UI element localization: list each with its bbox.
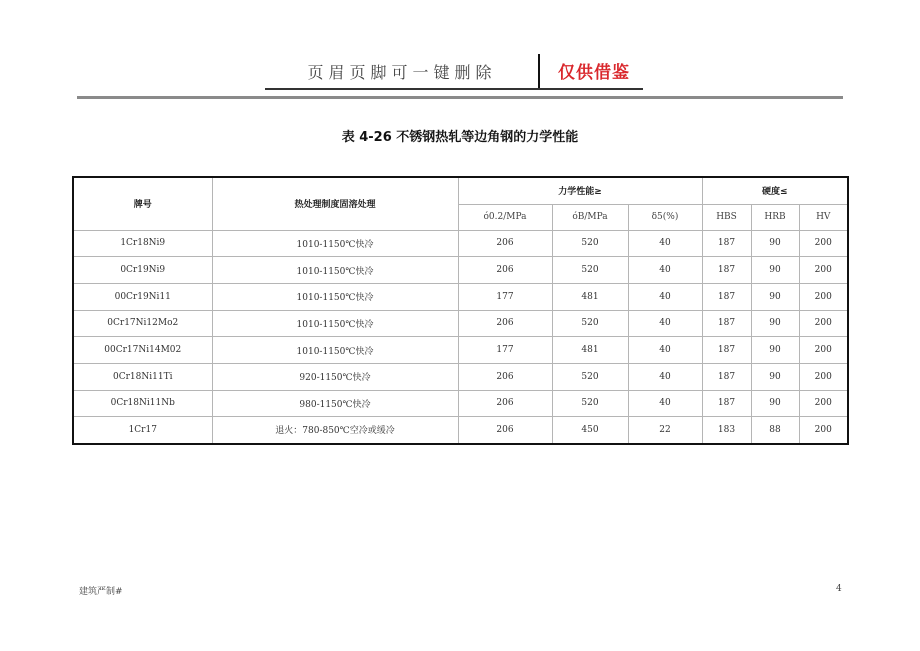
cell-sigmab: 481 (552, 283, 628, 310)
header-underline (265, 88, 643, 90)
cell-hrb: 90 (751, 257, 799, 284)
cell-delta5: 40 (628, 310, 702, 337)
header-hbs: HBS (702, 204, 751, 230)
page-number: 4 (836, 584, 842, 594)
cell-delta5: 40 (628, 363, 702, 390)
cell-grade: 1Cr18Ni9 (73, 230, 212, 257)
cell-sigmab: 520 (552, 390, 628, 417)
table-row (73, 337, 848, 364)
cell-sigmab: 520 (552, 363, 628, 390)
cell-sigma02: 206 (458, 363, 552, 390)
table-row (73, 283, 848, 310)
footer-text: 建筑严制# (79, 587, 123, 597)
cell-hv: 200 (799, 310, 848, 337)
cell-hrb: 90 (751, 337, 799, 364)
cell-hrb: 90 (751, 230, 799, 257)
cell-treatment: 退火：780-850℃空冷或缓冷 (212, 417, 458, 444)
cell-sigma02: 206 (458, 390, 552, 417)
cell-hv: 200 (799, 390, 848, 417)
cell-hbs: 183 (702, 417, 751, 444)
table-row (73, 390, 848, 417)
header-hv: HV (799, 204, 848, 230)
cell-sigma02: 177 (458, 283, 552, 310)
table-title: 表 4-26 不锈钢热轧等边角钢的力学性能 (341, 130, 579, 145)
cell-hrb: 90 (751, 390, 799, 417)
table-row (73, 417, 848, 444)
header-rule (77, 96, 843, 99)
header-hrb: HRB (751, 204, 799, 230)
cell-hv: 200 (799, 257, 848, 284)
cell-grade: 1Cr17 (73, 417, 212, 444)
cell-hbs: 187 (702, 390, 751, 417)
cell-hbs: 187 (702, 283, 751, 310)
cell-sigmab: 481 (552, 337, 628, 364)
cell-delta5: 22 (628, 417, 702, 444)
cell-grade: 0Cr19Ni9 (73, 257, 212, 284)
cell-hv: 200 (799, 283, 848, 310)
cell-hbs: 187 (702, 257, 751, 284)
table-row (73, 230, 848, 257)
header-reference-label: 仅供借鉴 (558, 63, 630, 83)
table-row (73, 363, 848, 390)
cell-sigmab: 520 (552, 230, 628, 257)
header-delta5: δ5(%) (628, 204, 702, 230)
cell-hbs: 187 (702, 310, 751, 337)
cell-sigmab: 450 (552, 417, 628, 444)
header-grade: 牌号 (73, 177, 212, 230)
cell-treatment: 980-1150℃快冷 (212, 390, 458, 417)
cell-hv: 200 (799, 417, 848, 444)
cell-hbs: 187 (702, 337, 751, 364)
header-divider (538, 54, 540, 90)
cell-sigma02: 206 (458, 257, 552, 284)
cell-grade: 00Cr17Ni14M02 (73, 337, 212, 364)
cell-sigmab: 520 (552, 257, 628, 284)
cell-delta5: 40 (628, 390, 702, 417)
header-heat-treatment: 热处理制度固溶处理 (212, 177, 458, 230)
table-header-row (73, 177, 848, 204)
cell-treatment: 1010-1150℃快冷 (212, 310, 458, 337)
cell-treatment: 1010-1150℃快冷 (212, 337, 458, 364)
cell-treatment: 1010-1150℃快冷 (212, 283, 458, 310)
cell-delta5: 40 (628, 283, 702, 310)
cell-grade: 0Cr18Ni11Ti (73, 363, 212, 390)
cell-hv: 200 (799, 230, 848, 257)
cell-grade: 0Cr17Ni12Mo2 (73, 310, 212, 337)
header-hardness: 硬度≤ (702, 177, 848, 204)
cell-delta5: 40 (628, 230, 702, 257)
table-row (73, 257, 848, 284)
cell-hrb: 88 (751, 417, 799, 444)
header-mechanical: 力学性能≥ (458, 177, 702, 204)
cell-sigma02: 206 (458, 417, 552, 444)
cell-hrb: 90 (751, 283, 799, 310)
table-row (73, 310, 848, 337)
cell-treatment: 920-1150℃快冷 (212, 363, 458, 390)
cell-grade: 00Cr19Ni11 (73, 283, 212, 310)
cell-hrb: 90 (751, 310, 799, 337)
cell-hv: 200 (799, 337, 848, 364)
cell-sigma02: 177 (458, 337, 552, 364)
cell-sigma02: 206 (458, 310, 552, 337)
cell-sigmab: 520 (552, 310, 628, 337)
cell-treatment: 1010-1150℃快冷 (212, 230, 458, 257)
mechanical-properties-table (72, 176, 849, 445)
cell-grade: 0Cr18Ni11Nb (73, 390, 212, 417)
header-sigmab: όB/MPa (552, 204, 628, 230)
cell-hbs: 187 (702, 363, 751, 390)
header-sigma02: ό0.2/MPa (458, 204, 552, 230)
cell-sigma02: 206 (458, 230, 552, 257)
cell-hbs: 187 (702, 230, 751, 257)
cell-delta5: 40 (628, 257, 702, 284)
cell-delta5: 40 (628, 337, 702, 364)
cell-hv: 200 (799, 363, 848, 390)
cell-treatment: 1010-1150℃快冷 (212, 257, 458, 284)
header-watermark-text: 页眉页脚可一键删除 (307, 63, 497, 82)
cell-hrb: 90 (751, 363, 799, 390)
